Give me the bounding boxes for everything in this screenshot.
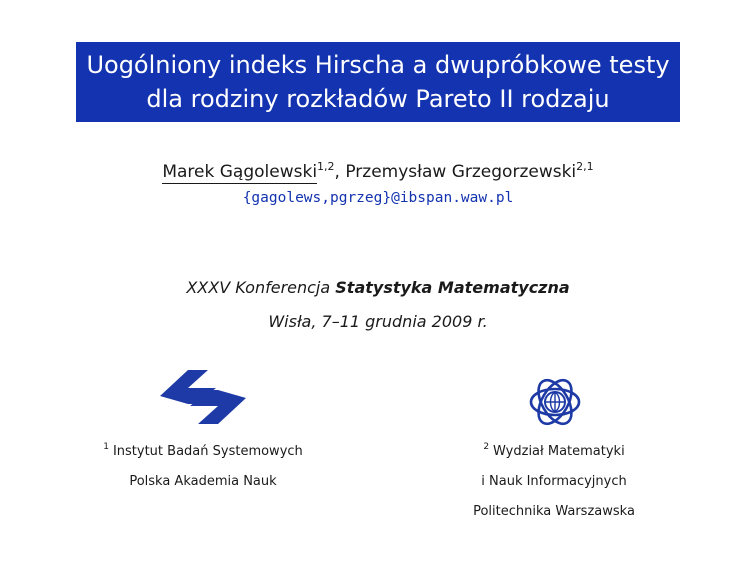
author-1-affiliation: 1,2 <box>317 160 335 173</box>
institution-right-name: Wydział Matematyki <box>493 444 625 459</box>
author-1 <box>162 162 317 184</box>
author-2-name: Przemysław Grzegorzewski <box>345 162 577 182</box>
conference-place-date: Wisła, 7–11 grudnia 2009 r. <box>268 312 488 331</box>
title-box <box>76 42 680 122</box>
title-line-2: dla rodziny rozkładów Pareto II rodzaju <box>146 85 610 113</box>
conference-title: Statystyka Matematyczna <box>335 278 570 297</box>
ibs-pan-logo <box>158 368 248 426</box>
institution-right-line-3: Politechnika Warszawska <box>473 504 635 519</box>
authors <box>0 160 756 184</box>
institution-left-line-1 <box>80 437 326 467</box>
institution-right-sup: 2 <box>483 442 490 452</box>
author-1-name: Marek Gągolewski <box>162 162 318 182</box>
conference-name <box>0 276 756 300</box>
institution-right-line-1 <box>438 437 670 467</box>
author-2-affiliation: 2,1 <box>576 160 594 173</box>
institution-left <box>80 437 326 497</box>
institution-left-line-2: Polska Akademia Nauk <box>129 474 277 489</box>
institution-right-line-2: i Nauk Informacyjnych <box>481 474 627 489</box>
author-separator: , <box>334 162 346 182</box>
email-address: {gagolews,pgrzeg}@ibspan.waw.pl <box>242 190 514 206</box>
institution-right <box>438 437 670 527</box>
institution-left-name: Instytut Badań Systemowych <box>112 444 303 459</box>
mini-pw-logo <box>520 376 590 428</box>
institution-left-sup: 1 <box>103 442 109 452</box>
title-line-1: Uogólniony indeks Hirscha a dwupróbkowe testy <box>86 51 670 79</box>
conference-prefix: XXXV Konferencja <box>186 278 336 297</box>
